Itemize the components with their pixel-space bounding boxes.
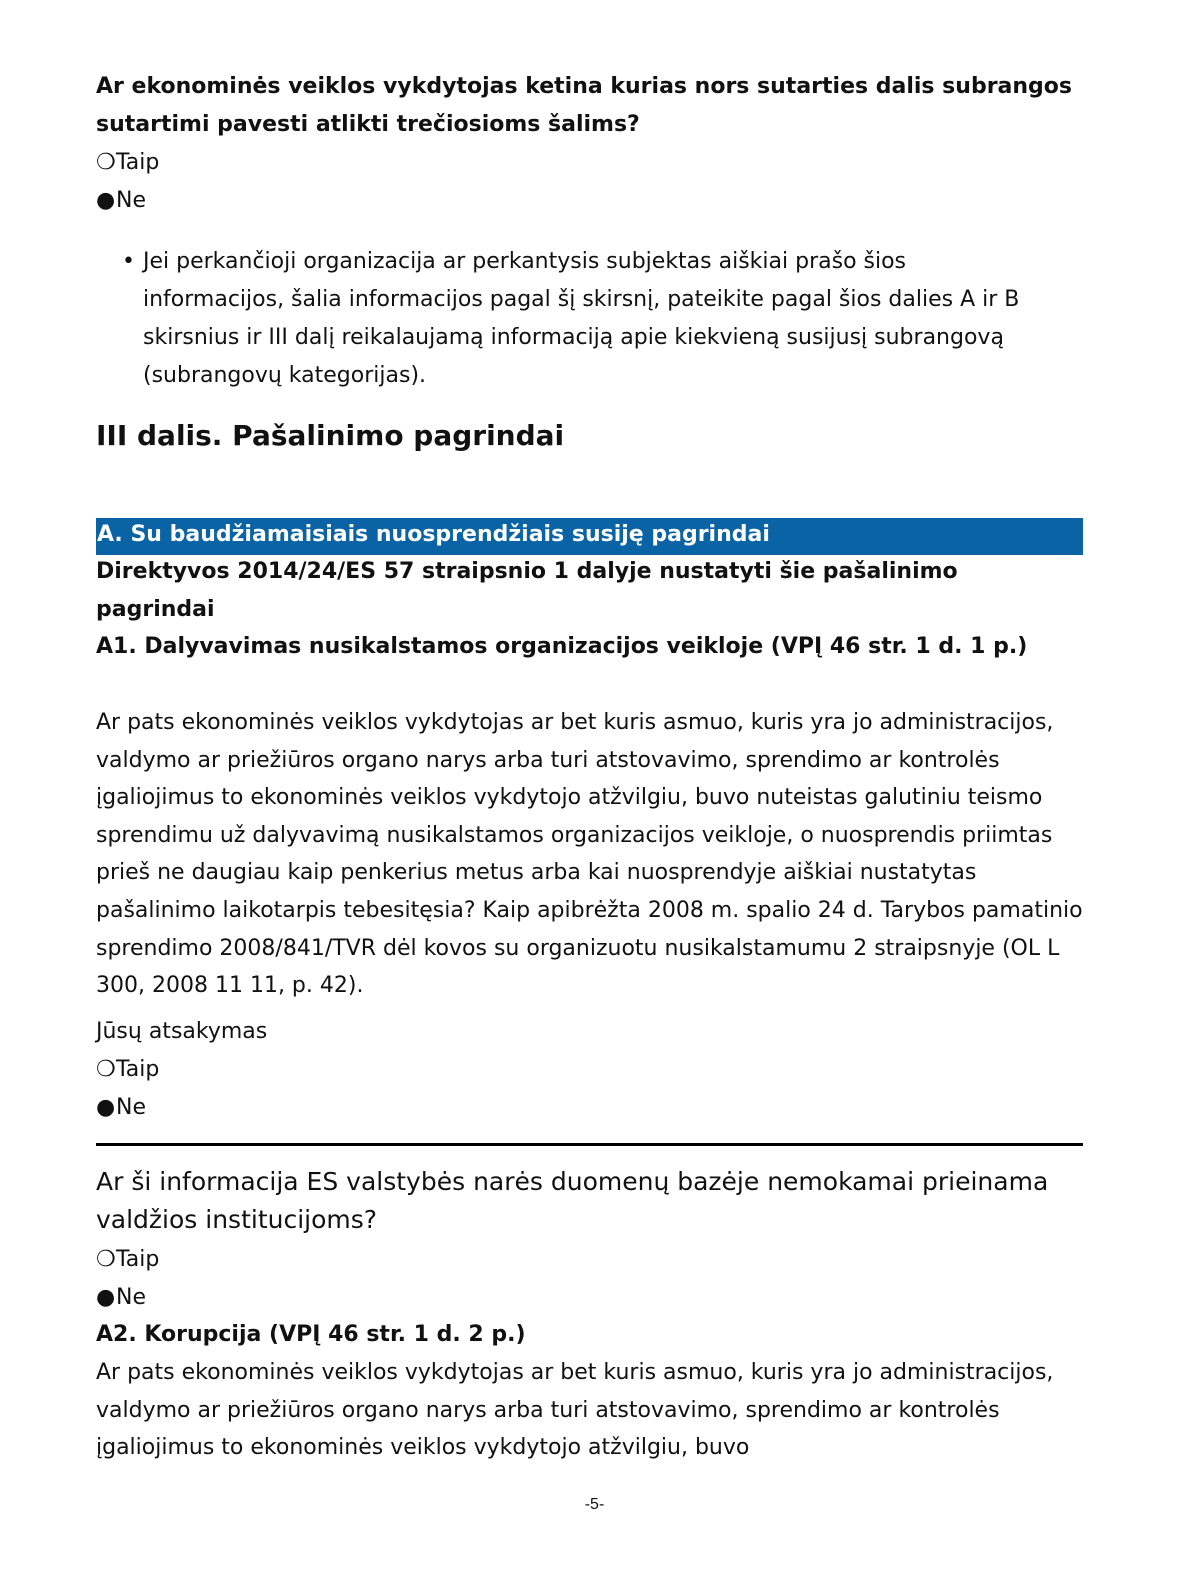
option-label: Ne [116,1095,146,1120]
bullet-icon: • [122,249,135,274]
subcontract-option-no[interactable] [96,182,146,220]
section-a-subtitle: Direktyvos 2014/24/ES 57 straipsnio 1 dalyje nustatyti šie pašalinimo pagrindai [96,559,958,622]
a1-text: Ar pats ekonominės veiklos vykdytojas ar bet kuris asmuo, kuris yra jo administracijos, valdymo ar priežiūros organo narys arba turi atstovavimo, sprendimo ar kontrolės įgaliojimus to ekonominės veiklos vykdytojo atžvilgiu, buvo nuteistas galutiniu teismo sprendimu už dalyvavimą nusikalstamos organizacijos veikloje, o nuosprendis priimtas prieš ne daugiau kaip penkerius metus arba kai nuosprendyje aiškiai nustatytas pašalinimo laikotarpis tebesitęsia? Kaip apibrėžta 2008 m. spalio 24 d. Tarybos pamatinio sprendimo 2008/841/TVR dėl kovos su organizuotu nusikalstamumu 2 straipsnyje (OL L 300, 2008 11 11, p. 42). [96,710,1083,999]
db-option-yes[interactable] [96,1241,159,1279]
subcontract-question: Ar ekonominės veiklos vykdytojas ketina kurias nors sutarties dalis subrangos sutartimi pavesti atlikti trečiosioms šalims? [96,74,1073,137]
radio-filled-icon: ● [96,1285,116,1310]
db-question: Ar ši informacija ES valstybės narės duomenų bazėje nemokamai prieinama valdžios institucijoms? [96,1167,1049,1234]
option-label: Taip [116,1247,160,1272]
page-number: -5- [584,1496,605,1513]
a2-title: A2. Korupcija (VPĮ 46 str. 1 d. 2 p.) [96,1322,526,1347]
section-divider [96,1143,1083,1146]
part-title: III dalis. Pašalinimo pagrindai [96,419,565,452]
a1-answer-label: Jūsų atsakymas [96,1019,268,1044]
db-option-no[interactable] [96,1279,146,1317]
section-a-header: A. Su baudžiamaisiais nuosprendžiais susiję pagrindai [96,518,1083,555]
radio-empty-icon: ❍ [96,150,116,175]
subcontract-note-text: Jei perkančioji organizacija ar perkantysis subjektas aiškiai prašo šios informacijos, šalia informacijos pagal šį skirsnį, pateikite pagal šios dalies A ir B skirsnius ir III dalį reikalaujamą informaciją apie kiekvieną susijusį subrangovą (subrangovų kategorijas). [143,249,1020,388]
a1-option-yes[interactable] [96,1051,159,1089]
radio-empty-icon: ❍ [96,1057,116,1082]
radio-empty-icon: ❍ [96,1247,116,1272]
a1-title: A1. Dalyvavimas nusikalstamos organizacijos veikloje (VPĮ 46 str. 1 d. 1 p.) [96,634,1028,659]
option-label: Ne [116,1285,146,1310]
a1-option-no[interactable] [96,1089,146,1127]
option-label: Taip [116,1057,160,1082]
radio-filled-icon: ● [96,1095,116,1120]
option-label: Ne [116,188,146,213]
subcontract-option-yes[interactable] [96,144,159,182]
radio-filled-icon: ● [96,188,116,213]
a2-text: Ar pats ekonominės veiklos vykdytojas ar bet kuris asmuo, kuris yra jo administracijos, valdymo ar priežiūros organo narys arba turi atstovavimo, sprendimo ar kontrolės įgaliojimus to ekonominės veiklos vykdytojo atžvilgiu, buvo [96,1360,1054,1461]
option-label: Taip [116,150,160,175]
